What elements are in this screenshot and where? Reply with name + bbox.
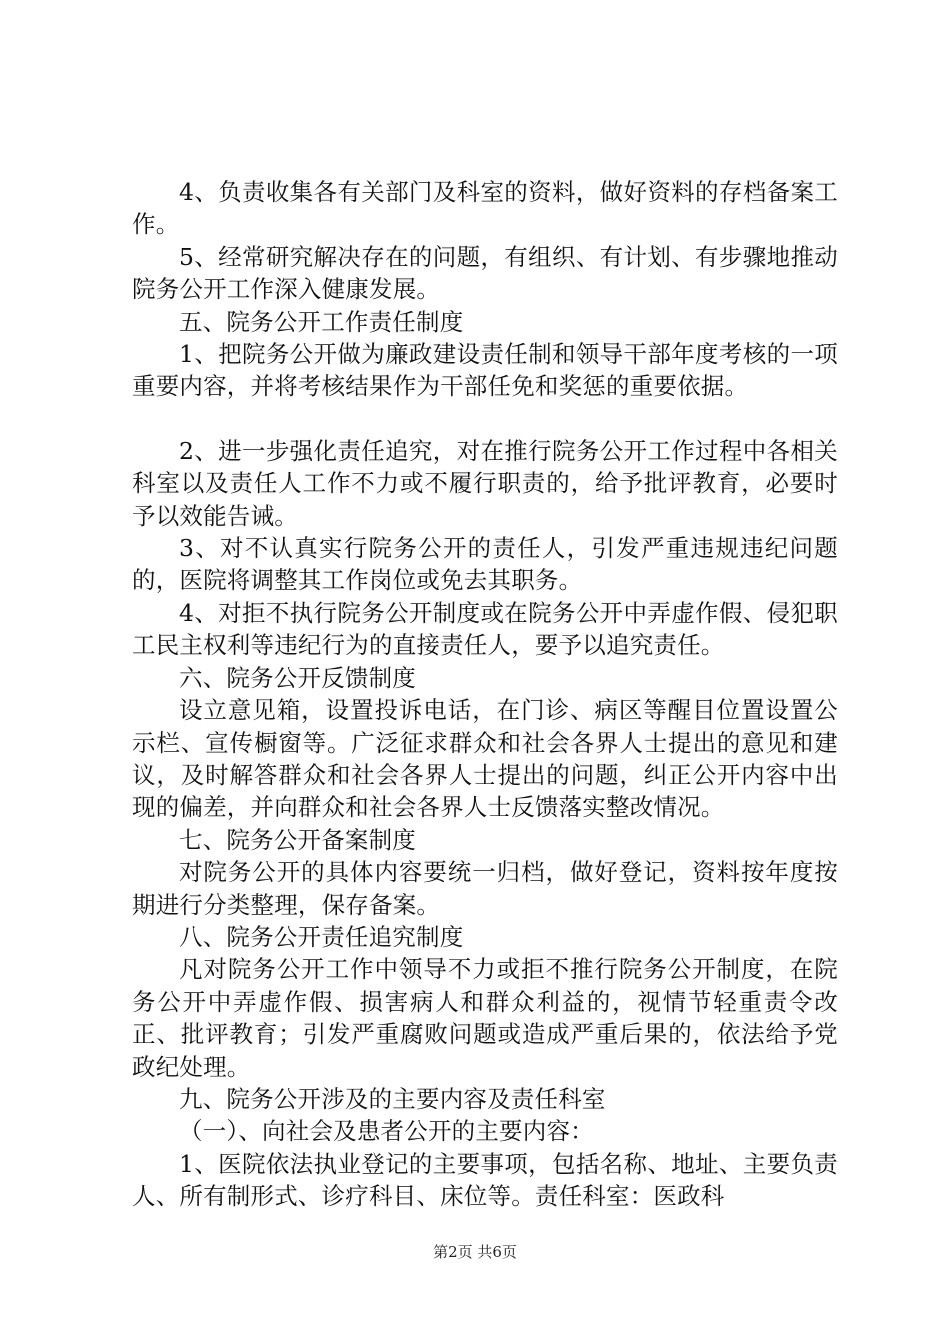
paragraph: 1、医院依法执业登记的主要事项，包括名称、地址、主要负责人、所有制形式、诊疗科目、床位等。责任科室：医政科 — [132, 1149, 838, 1211]
page-footer: 第2页 共6页 — [433, 1243, 517, 1261]
paragraph: 3、对不认真实行院务公开的责任人，引发严重违规违纪问题的，医院将调整其工作岗位或免去其职务。 — [132, 534, 838, 595]
section-heading: 七、院务公开备案制度 — [179, 825, 416, 854]
paragraph: 5、经常研究解决存在的问题，有组织、有计划、有步骤地推动院务公开工作深入健康发展。 — [132, 242, 838, 304]
subsection-heading: （一）、向社会及患者公开的主要内容： — [179, 1117, 594, 1146]
document-body — [132, 176, 838, 1213]
paragraph: 2、进一步强化责任追究，对在推行院务公开工作过程中各相关科室以及责任人工作不力或不履行职责的，给予批评教育，必要时予以效能告诫。 — [132, 436, 838, 530]
paragraph: 1、把院务公开做为廉政建设责任制和领导干部年度考核的一项重要内容，并将考核结果作为干部任免和奖惩的重要依据。 — [132, 340, 838, 401]
paragraph: 4、负责收集各有关部门及科室的资料，做好资料的存档备案工作。 — [132, 178, 838, 239]
paragraph: 4、对拒不执行院务公开制度或在院务公开中弄虚作假、侵犯职工民主权利等违纪行为的直接责任人，要予以追究责任。 — [132, 598, 838, 660]
paragraph: 凡对院务公开工作中领导不力或拒不推行院务公开制度，在院务公开中弄虚作假、损害病人和群众利益的，视情节轻重责令改正、批评教育；引发严重腐败问题或造成严重后果的，依法给予党政纪处理。 — [132, 955, 838, 1081]
section-heading: 六、院务公开反馈制度 — [179, 663, 416, 692]
paragraph: 设立意见箱，设置投诉电话，在门诊、病区等醒目位置设置公示栏、宣传橱窗等。广泛征求群众和社会各界人士提出的意见和建议，及时解答群众和社会各界人士提出的问题，纠正公开内容中出现的偏差，并向群众和社会各界人士反馈落实整改情况。 — [132, 696, 838, 822]
section-heading: 九、院务公开涉及的主要内容及责任科室 — [179, 1084, 606, 1113]
paragraph: 对院务公开的具体内容要统一归档，做好登记，资料按年度按期进行分类整理，保存备案。 — [132, 858, 838, 919]
section-heading: 五、院务公开工作责任制度 — [179, 307, 464, 336]
section-heading: 八、院务公开责任追究制度 — [179, 922, 464, 951]
